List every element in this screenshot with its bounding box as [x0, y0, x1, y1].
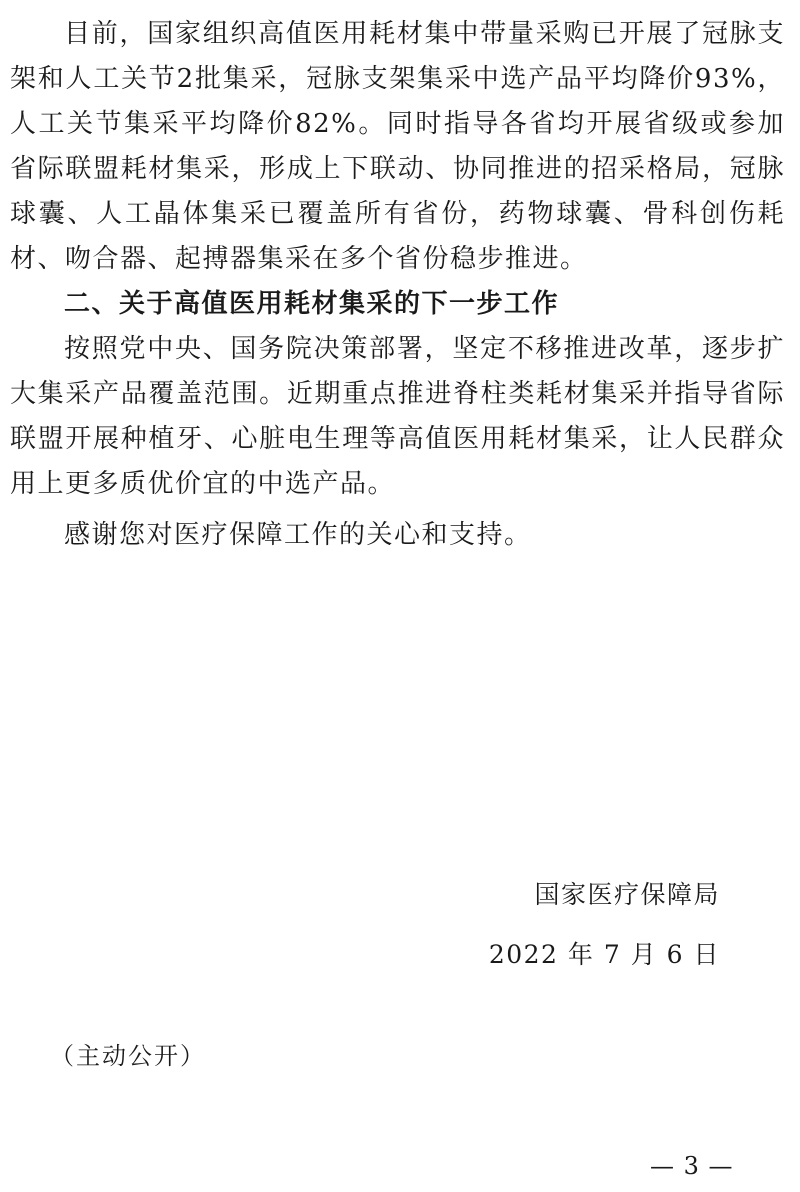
section-heading: 二、关于高值医用耗材集采的下一步工作 [64, 289, 560, 319]
disclosure-label: （主动公开） [50, 1042, 206, 1070]
closing-paragraph: 感谢您对医疗保障工作的关心和支持。 [64, 520, 532, 550]
issue-date: 2022 年 7 月 6 日 [488, 940, 720, 969]
page-number: — 3 — [650, 1152, 734, 1180]
document-body [10, 12, 785, 558]
body-paragraph: 目前，国家组织高值医用耗材集中带量采购已开展了冠脉支架和人工关节2批集采，冠脉支架集采中选产品平均降价93%，人工关节集采平均降价82%。同时指导各省均开展省级或参加省际联盟耗材集采，形成上下联动、协同推进的招采格局，冠脉球囊、人工晶体集采已覆盖所有省份，药物球囊、骨科创伤耗材、吻合器、起搏器集采在多个省份稳步推进。 [10, 19, 785, 274]
body-paragraph: 按照党中央、国务院决策部署，坚定不移推进改革，逐步扩大集采产品覆盖范围。近期重点推进脊柱类耗材集采并指导省际联盟开展种植牙、心脏电生理等高值医用耗材集采，让人民群众用上更多质优价宜的中选产品。 [10, 334, 785, 499]
issuing-organization: 国家医疗保障局 [534, 880, 720, 909]
signature-block [489, 872, 720, 992]
